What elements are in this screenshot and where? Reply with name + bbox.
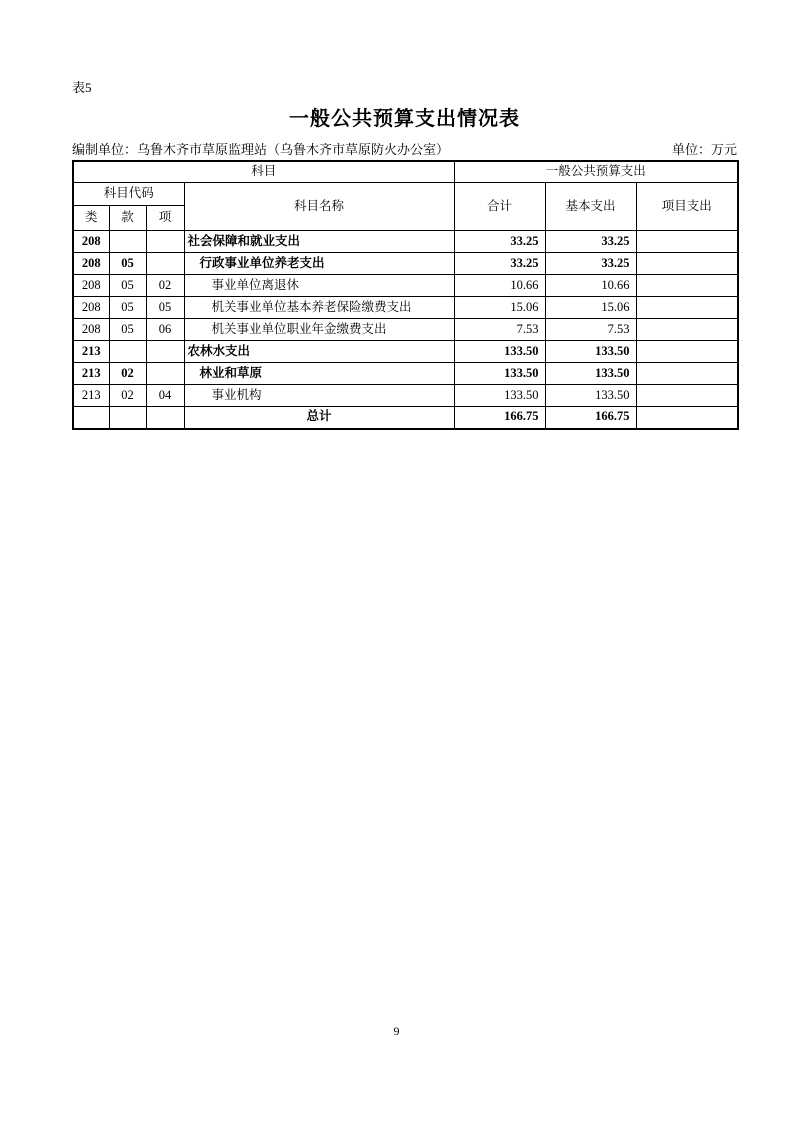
header-basic-col: 基本支出 xyxy=(545,183,636,231)
kuan-cell: 05 xyxy=(109,297,146,319)
kuan-cell xyxy=(109,407,146,429)
kuan-cell: 05 xyxy=(109,275,146,297)
table-label: 表5 xyxy=(72,80,92,95)
total-cell: 133.50 xyxy=(454,385,545,407)
total-cell: 33.25 xyxy=(454,253,545,275)
table-row-total xyxy=(73,407,738,429)
basic-cell: 15.06 xyxy=(545,297,636,319)
lei-cell: 208 xyxy=(73,231,109,253)
subject-name-cell: 林业和草原 xyxy=(184,363,454,385)
total-cell: 7.53 xyxy=(454,319,545,341)
xiang-cell: 06 xyxy=(146,319,184,341)
project-cell xyxy=(636,385,738,407)
xiang-cell: 02 xyxy=(146,275,184,297)
basic-cell: 133.50 xyxy=(545,385,636,407)
basic-cell: 133.50 xyxy=(545,341,636,363)
lei-cell: 208 xyxy=(73,297,109,319)
subject-name-cell: 农林水支出 xyxy=(184,341,454,363)
page-number: 9 xyxy=(393,1024,400,1038)
lei-cell: 208 xyxy=(73,253,109,275)
total-cell: 133.50 xyxy=(454,363,545,385)
subject-name-cell: 总计 xyxy=(184,407,454,429)
table-row xyxy=(73,297,738,319)
lei-cell: 208 xyxy=(73,319,109,341)
project-cell xyxy=(636,253,738,275)
project-cell xyxy=(636,319,738,341)
basic-cell: 133.50 xyxy=(545,363,636,385)
header-total-col: 合计 xyxy=(454,183,545,231)
header-subject-group: 科目 xyxy=(73,161,454,183)
total-cell: 10.66 xyxy=(454,275,545,297)
xiang-cell xyxy=(146,363,184,385)
table-row xyxy=(73,319,738,341)
subject-name-cell: 机关事业单位职业年金缴费支出 xyxy=(184,319,454,341)
table-row xyxy=(73,385,738,407)
basic-cell: 10.66 xyxy=(545,275,636,297)
kuan-cell xyxy=(109,231,146,253)
total-cell: 33.25 xyxy=(454,231,545,253)
total-cell: 15.06 xyxy=(454,297,545,319)
table-row xyxy=(73,275,738,297)
basic-cell: 33.25 xyxy=(545,231,636,253)
header-row-groups xyxy=(73,161,738,183)
header-lei: 类 xyxy=(73,206,109,231)
meta-row xyxy=(72,139,737,158)
header-xiang: 项 xyxy=(146,206,184,231)
xiang-cell xyxy=(146,341,184,363)
project-cell xyxy=(636,297,738,319)
unit-label: 单位：万元 xyxy=(671,142,737,157)
xiang-cell: 04 xyxy=(146,385,184,407)
total-cell: 166.75 xyxy=(454,407,545,429)
header-name-col: 科目名称 xyxy=(184,183,454,231)
basic-cell: 166.75 xyxy=(545,407,636,429)
basic-cell: 7.53 xyxy=(545,319,636,341)
subject-name-cell: 事业单位离退休 xyxy=(184,275,454,297)
subject-name-cell: 行政事业单位养老支出 xyxy=(184,253,454,275)
lei-cell: 213 xyxy=(73,363,109,385)
project-cell xyxy=(636,341,738,363)
project-cell xyxy=(636,407,738,429)
budget-table xyxy=(72,160,739,430)
kuan-cell: 05 xyxy=(109,253,146,275)
xiang-cell xyxy=(146,407,184,429)
total-cell: 133.50 xyxy=(454,341,545,363)
xiang-cell xyxy=(146,253,184,275)
kuan-cell: 02 xyxy=(109,385,146,407)
kuan-cell xyxy=(109,341,146,363)
lei-cell: 208 xyxy=(73,275,109,297)
subject-name-cell: 事业机构 xyxy=(184,385,454,407)
subject-name-cell: 机关事业单位基本养老保险缴费支出 xyxy=(184,297,454,319)
page-title: 一般公共预算支出情况表 xyxy=(289,108,520,130)
table-row xyxy=(73,231,738,253)
project-cell xyxy=(636,231,738,253)
project-cell xyxy=(636,363,738,385)
xiang-cell: 05 xyxy=(146,297,184,319)
table-row xyxy=(73,253,738,275)
header-row-codes xyxy=(73,183,738,206)
xiang-cell xyxy=(146,231,184,253)
kuan-cell: 02 xyxy=(109,363,146,385)
prepared-by-label: 编制单位：乌鲁木齐市草原监理站（乌鲁木齐市草原防火办公室） xyxy=(72,142,450,157)
header-budget-group: 一般公共预算支出 xyxy=(454,161,738,183)
basic-cell: 33.25 xyxy=(545,253,636,275)
table-row xyxy=(73,363,738,385)
project-cell xyxy=(636,275,738,297)
lei-cell xyxy=(73,407,109,429)
lei-cell: 213 xyxy=(73,385,109,407)
subject-name-cell: 社会保障和就业支出 xyxy=(184,231,454,253)
header-kuan: 款 xyxy=(109,206,146,231)
kuan-cell: 05 xyxy=(109,319,146,341)
header-project-col: 项目支出 xyxy=(636,183,738,231)
lei-cell: 213 xyxy=(73,341,109,363)
table-row xyxy=(73,341,738,363)
header-code-group: 科目代码 xyxy=(73,183,184,206)
